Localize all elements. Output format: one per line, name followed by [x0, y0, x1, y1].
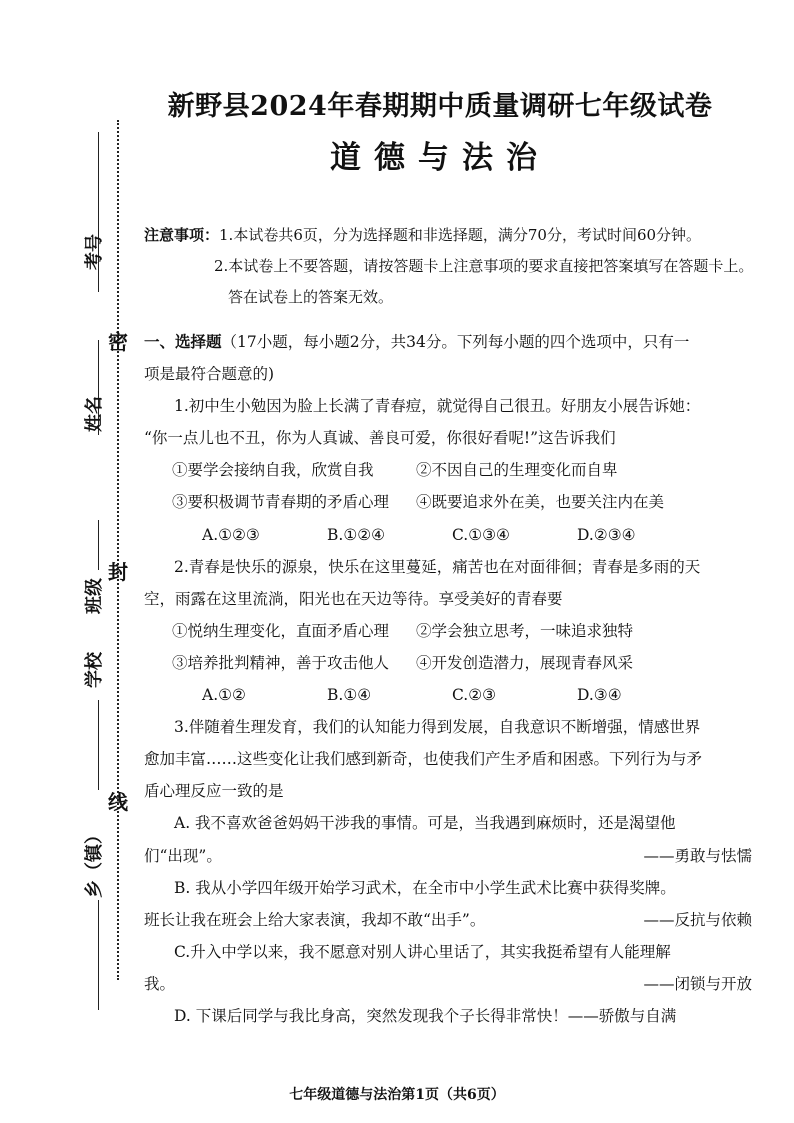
q1-statement-4: ④既要追求外在美，也要关注内在美	[416, 493, 665, 512]
notes-line-3: 答在试卷上的答案无效。	[228, 288, 394, 306]
section-heading: 一、选择题	[144, 332, 222, 351]
q1-choice-b: B.①②④	[327, 525, 386, 544]
q2-stem-1: 2.青春是快乐的源泉，快乐在这里蔓延，痛苦也在对面徘徊；青春是多雨的天	[174, 557, 701, 576]
q2-choice-c: C.②③	[452, 686, 497, 705]
q3-option-c-text: 我。	[144, 974, 176, 993]
q1-statement-2: ②不因自己的生理变化而自卑	[416, 461, 618, 480]
seal-char-feng: 封	[108, 560, 128, 584]
q3-option-c-tag: ——闭锁与开放	[643, 974, 752, 993]
q2-choices	[144, 679, 752, 711]
q1-choice-d: D.②③④	[577, 525, 636, 544]
q1-stem-2: “你一点儿也不丑，你为人真诚、善良可爱，你很好看呢!”这告诉我们	[144, 429, 616, 448]
q1-stem-1: 1.初中生小勉因为脸上长满了青春痘，就觉得自己很丑。好朋友小展告诉她：	[174, 397, 701, 416]
q3-stem-3: 盾心理反应一致的是	[144, 782, 284, 801]
q2-statements-row-2	[144, 647, 752, 679]
class-underline	[98, 520, 99, 570]
q3-option-a-line-1: A. 我不喜欢爸爸妈妈干涉我的事情。可是，当我遇到麻烦时，还是渴望他	[174, 814, 676, 833]
section-intro-b: 项是最符合题意的)	[144, 365, 275, 384]
q2-choice-a: A.①②	[202, 686, 246, 705]
q3-option-b-tag: ——反抗与依赖	[643, 910, 752, 929]
page-footer: 七年级道德与法治第1页（共6页）	[289, 1087, 505, 1103]
q2-statement-4: ④开发创造潜力，展现青春风采	[416, 653, 634, 672]
q2-choice-d: D.③④	[577, 686, 622, 705]
notes-line-2: 2.本试卷上不要答题，请按答题卡上注意事项的要求直接把答案填写在答题卡上。	[214, 257, 754, 275]
q3-stem-2: 愈加丰富……这些变化让我们感到新奇，也使我们产生矛盾和困惑。下列行为与矛	[144, 750, 703, 769]
q3-option-b-line-1: B. 我从小学四年级开始学习武术，在全市中小学生武术比赛中获得奖牌。	[174, 878, 676, 897]
q3-option-b-line-2	[144, 904, 752, 936]
section-intro-a: （17小题，每小题2分，共34分。下列每小题的四个选项中，只有一	[221, 333, 690, 351]
binding-dotted-line	[117, 120, 119, 980]
q1-statements-row-2	[144, 486, 752, 518]
town-underline	[98, 900, 99, 1010]
school-underline	[98, 700, 99, 790]
subject-title: 道德与法治	[330, 140, 550, 176]
exam-notes	[144, 220, 754, 313]
questions-body	[144, 326, 752, 1032]
q3-option-d: D. 下课后同学与我比身高，突然发现我个子长得非常快！——骄傲与自满	[174, 1006, 677, 1025]
town-label: 乡（镇）	[84, 826, 105, 898]
q3-option-a-text: 们“出现”。	[144, 846, 222, 865]
q2-statement-2: ②学会独立思考，一味追求独特	[416, 621, 634, 640]
notes-label: 注意事项：	[144, 226, 220, 244]
q3-option-c-line-2	[144, 968, 752, 1000]
school-label: 学校	[84, 652, 105, 688]
q3-option-a-tag: ——勇敢与怯懦	[643, 846, 752, 865]
notes-line-1: 1.本试卷共6页，分为选择题和非选择题，满分70分，考试时间60分钟。	[219, 226, 702, 244]
seal-char-mi: 密	[108, 330, 128, 354]
q3-stem-1: 3.伴随着生理发育，我们的认知能力得到发展，自我意识不断增强，情感世界	[174, 718, 701, 737]
q2-stem-2: 空，雨露在这里流淌，阳光也在天边等待。享受美好的青春要	[144, 589, 563, 608]
q2-statements-row-1	[144, 615, 752, 647]
class-label: 班级	[84, 578, 105, 614]
q3-option-a-line-2	[144, 840, 752, 872]
q1-statement-1: ①要学会接纳自我，欣赏自我	[172, 461, 374, 480]
q1-choices	[144, 519, 752, 551]
q2-choice-b: B.①④	[327, 686, 372, 705]
q3-option-b-text: 班长让我在班会上给大家表演，我却不敢“出手”。	[144, 910, 486, 929]
q2-statement-1: ①悦纳生理变化，直面矛盾心理	[172, 621, 390, 640]
exam-title: 新野县2024年春期期中质量调研七年级试卷	[167, 91, 713, 122]
q1-choice-a: A.①②③	[202, 525, 260, 544]
seal-char-xian: 线	[108, 790, 128, 814]
q3-option-c-line-1: C.升入中学以来，我不愿意对别人讲心里话了，其实我挺希望有人能理解	[174, 942, 671, 961]
q2-statement-3: ③培养批判精神，善于攻击他人	[172, 653, 390, 672]
q1-statement-3: ③要积极调节青春期的矛盾心理	[172, 493, 390, 512]
exam-no-label: 考号	[84, 234, 105, 270]
q1-choice-c: C.①③④	[452, 525, 510, 544]
name-label: 姓名	[84, 396, 105, 432]
q1-statements-row-1	[144, 454, 752, 486]
